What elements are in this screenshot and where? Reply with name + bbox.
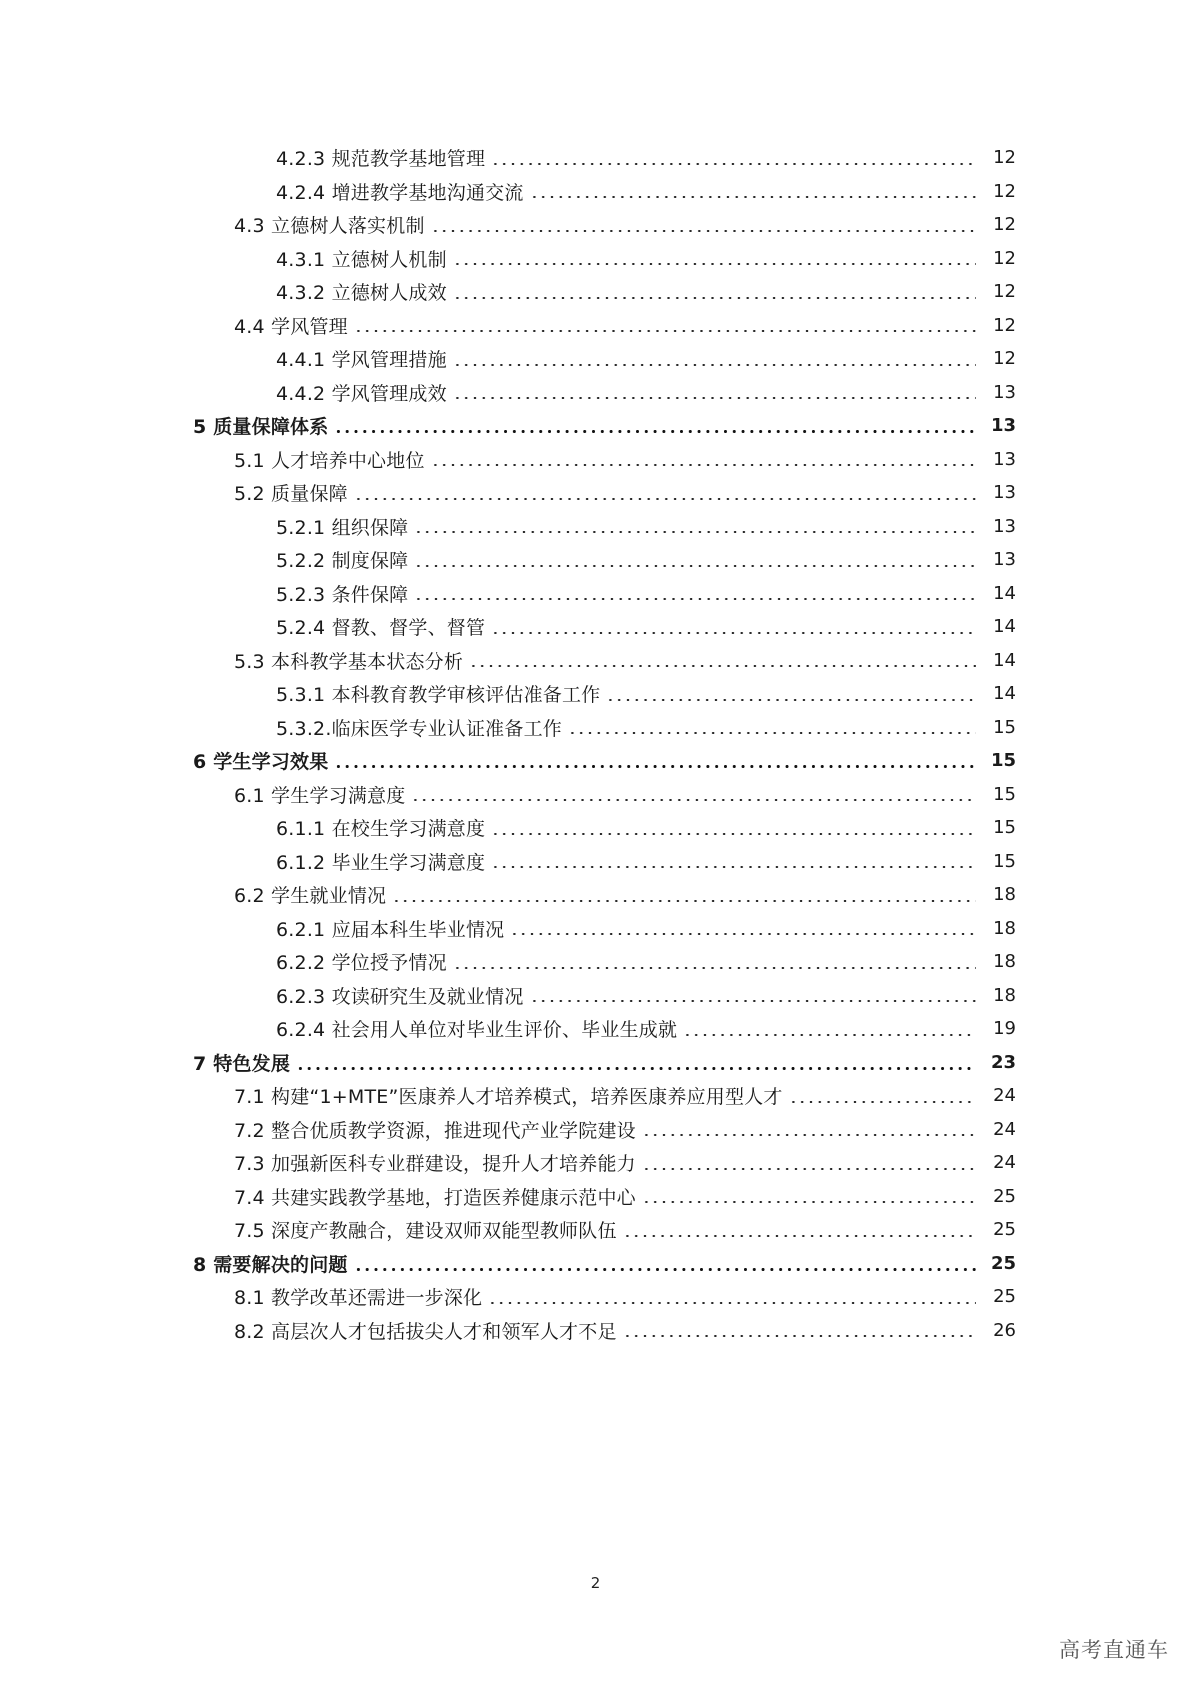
toc-entry-label: 4.3 立德树人落实机制 bbox=[234, 215, 425, 238]
toc-entry-label: 5.3 本科教学基本状态分析 bbox=[234, 650, 464, 673]
toc-entry[interactable] bbox=[0, 945, 1191, 979]
toc-entry-page-number: 13 bbox=[993, 549, 1016, 571]
toc-entry-label: 4.4.1 学风管理措施 bbox=[276, 349, 447, 372]
toc-entry[interactable] bbox=[0, 342, 1191, 376]
toc-entry-page-number: 23 bbox=[990, 1051, 1016, 1073]
toc-entry-label: 7.3 加强新医科专业群建设，提升人才培养能力 bbox=[234, 1153, 636, 1176]
toc-entry-label: 5.3.2.临床医学专业认证准备工作 bbox=[276, 717, 562, 740]
toc-entry[interactable] bbox=[0, 1180, 1191, 1214]
toc-entry-label: 6.2.1 应届本科生毕业情况 bbox=[276, 918, 505, 941]
toc-dot-leader bbox=[683, 1034, 976, 1036]
toc-entry-label: 6.2.3 攻读研究生及就业情况 bbox=[276, 985, 524, 1008]
toc-entry-page-number: 13 bbox=[990, 415, 1016, 437]
toc-dot-leader bbox=[530, 1000, 976, 1002]
toc-entry-label: 7.4 共建实践教学基地，打造医养健康示范中心 bbox=[234, 1186, 636, 1209]
toc-dot-leader bbox=[606, 699, 976, 701]
toc-entry-page-number: 15 bbox=[993, 817, 1016, 839]
toc-dot-leader bbox=[334, 430, 976, 433]
toc-dot-leader bbox=[623, 1235, 976, 1237]
toc-entry-label: 5.2.1 组织保障 bbox=[276, 516, 409, 539]
toc-entry[interactable] bbox=[0, 1113, 1191, 1147]
toc-entry-page-number: 12 bbox=[993, 281, 1016, 303]
toc-entry-label: 6.2 学生就业情况 bbox=[234, 885, 387, 908]
toc-entry-label: 7.2 整合优质教学资源，推进现代产业学院建设 bbox=[234, 1119, 636, 1142]
toc-dot-leader bbox=[414, 531, 976, 533]
toc-entry-page-number: 25 bbox=[993, 1219, 1016, 1241]
toc-entry-label: 5 质量保障体系 bbox=[193, 416, 329, 439]
toc-entry[interactable] bbox=[0, 1146, 1191, 1180]
toc-entry-label: 4.3.1 立德树人机制 bbox=[276, 248, 447, 271]
toc-entry-page-number: 24 bbox=[993, 1085, 1016, 1107]
toc-entry-label: 6.1.2 毕业生学习满意度 bbox=[276, 851, 486, 874]
toc-entry-page-number: 12 bbox=[993, 348, 1016, 370]
toc-entry-page-number: 25 bbox=[993, 1286, 1016, 1308]
toc-dot-leader bbox=[530, 196, 976, 198]
toc-entry-page-number: 19 bbox=[993, 1018, 1016, 1040]
toc-dot-leader bbox=[642, 1134, 976, 1136]
toc-dot-leader bbox=[453, 297, 976, 299]
toc-dot-leader bbox=[453, 263, 976, 265]
toc-entry-label: 5.1 人才培养中心地位 bbox=[234, 449, 425, 472]
toc-entry-page-number: 15 bbox=[993, 850, 1016, 872]
toc-entry[interactable] bbox=[0, 543, 1191, 577]
toc-entry-label: 8.1 教学改革还需进一步深化 bbox=[234, 1287, 483, 1310]
toc-dot-leader bbox=[491, 866, 976, 868]
toc-dot-leader bbox=[453, 397, 976, 399]
toc-entry-page-number: 24 bbox=[993, 1118, 1016, 1140]
toc-entry[interactable] bbox=[0, 1314, 1191, 1348]
toc-entry-label: 7 特色发展 bbox=[193, 1052, 291, 1075]
toc-entry[interactable] bbox=[0, 979, 1191, 1013]
toc-entry-label: 4.4.2 学风管理成效 bbox=[276, 382, 447, 405]
toc-entry-page-number: 13 bbox=[993, 515, 1016, 537]
toc-dot-leader bbox=[491, 833, 976, 835]
toc-entry[interactable] bbox=[0, 1280, 1191, 1314]
toc-dot-leader bbox=[491, 632, 976, 634]
toc-entry[interactable] bbox=[0, 577, 1191, 611]
toc-entry-label: 7.5 深度产教融合，建设双师双能型教师队伍 bbox=[234, 1220, 617, 1243]
toc-entry[interactable] bbox=[0, 912, 1191, 946]
toc-entry-page-number: 25 bbox=[993, 1185, 1016, 1207]
toc-entry-label: 6.2.4 社会用人单位对毕业生评价、毕业生成就 bbox=[276, 1019, 678, 1042]
toc-dot-leader bbox=[354, 330, 976, 332]
page-number: 2 bbox=[590, 1574, 601, 1592]
toc-entry-label: 6.1 学生学习满意度 bbox=[234, 784, 406, 807]
toc-entry-page-number: 14 bbox=[993, 582, 1016, 604]
toc-entry-label: 5.2.4 督教、督学、督管 bbox=[276, 617, 486, 640]
toc-entry[interactable] bbox=[0, 1012, 1191, 1046]
toc-entry[interactable] bbox=[0, 242, 1191, 276]
toc-entry-page-number: 12 bbox=[993, 147, 1016, 169]
toc-entry-label: 8.2 高层次人才包括拔尖人才和领军人才不足 bbox=[234, 1320, 617, 1343]
toc-entry-page-number: 12 bbox=[993, 214, 1016, 236]
toc-dot-leader bbox=[453, 364, 976, 366]
toc-entry[interactable] bbox=[0, 175, 1191, 209]
toc-entry-page-number: 25 bbox=[990, 1252, 1016, 1274]
toc-chapter-entry[interactable] bbox=[0, 744, 1191, 778]
toc-dot-leader bbox=[491, 163, 976, 165]
toc-dot-leader bbox=[354, 1268, 976, 1271]
toc-chapter-entry[interactable] bbox=[0, 409, 1191, 443]
toc-entry[interactable] bbox=[0, 644, 1191, 678]
toc-entry[interactable] bbox=[0, 1213, 1191, 1247]
toc-entry-label: 6.2.2 学位授予情况 bbox=[276, 952, 447, 975]
toc-dot-leader bbox=[510, 933, 976, 935]
toc-entry-label: 7.1 构建“1+MTE”医康养人才培养模式，培养医康养应用型人才 bbox=[234, 1086, 783, 1109]
toc-dot-leader bbox=[488, 1302, 976, 1304]
toc-entry-page-number: 13 bbox=[993, 482, 1016, 504]
toc-entry-page-number: 14 bbox=[993, 616, 1016, 638]
toc-dot-leader bbox=[469, 665, 976, 667]
toc-entry[interactable] bbox=[0, 711, 1191, 745]
toc-entry[interactable] bbox=[0, 476, 1191, 510]
toc-entry-page-number: 15 bbox=[993, 716, 1016, 738]
toc-entry-label: 4.2.4 增进教学基地沟通交流 bbox=[276, 181, 524, 204]
toc-entry-page-number: 26 bbox=[993, 1319, 1016, 1341]
toc-entry-label: 5.3.1 本科教育教学审核评估准备工作 bbox=[276, 684, 601, 707]
toc-dot-leader bbox=[789, 1101, 976, 1103]
toc-dot-leader bbox=[414, 598, 976, 600]
toc-entry-page-number: 24 bbox=[993, 1152, 1016, 1174]
toc-entry-page-number: 14 bbox=[993, 649, 1016, 671]
table-of-contents bbox=[0, 141, 1191, 1347]
toc-entry-page-number: 12 bbox=[993, 314, 1016, 336]
toc-entry[interactable] bbox=[0, 141, 1191, 175]
watermark-text: 高考直通车 bbox=[1059, 1638, 1169, 1662]
toc-entry-page-number: 18 bbox=[993, 984, 1016, 1006]
toc-dot-leader bbox=[411, 799, 976, 801]
toc-entry-page-number: 12 bbox=[993, 180, 1016, 202]
toc-entry-label: 6 学生学习效果 bbox=[193, 751, 329, 774]
toc-entry-page-number: 12 bbox=[993, 247, 1016, 269]
toc-entry-label: 4.2.3 规范教学基地管理 bbox=[276, 148, 486, 171]
toc-dot-leader bbox=[568, 732, 976, 734]
toc-entry[interactable] bbox=[0, 208, 1191, 242]
toc-dot-leader bbox=[296, 1067, 976, 1070]
toc-chapter-entry[interactable] bbox=[0, 1046, 1191, 1080]
toc-entry[interactable] bbox=[0, 610, 1191, 644]
toc-entry-page-number: 18 bbox=[993, 884, 1016, 906]
toc-dot-leader bbox=[414, 565, 976, 567]
toc-dot-leader bbox=[431, 230, 976, 232]
toc-entry-label: 4.3.2 立德树人成效 bbox=[276, 282, 447, 305]
toc-entry[interactable] bbox=[0, 376, 1191, 410]
toc-entry[interactable] bbox=[0, 845, 1191, 879]
toc-entry-page-number: 14 bbox=[993, 683, 1016, 705]
toc-dot-leader bbox=[431, 464, 976, 466]
toc-entry-label: 5.2 质量保障 bbox=[234, 483, 348, 506]
toc-entry-label: 5.2.3 条件保障 bbox=[276, 583, 409, 606]
toc-entry-page-number: 15 bbox=[990, 750, 1016, 772]
toc-dot-leader bbox=[354, 498, 976, 500]
toc-dot-leader bbox=[334, 765, 976, 768]
toc-entry[interactable] bbox=[0, 443, 1191, 477]
toc-entry-page-number: 18 bbox=[993, 917, 1016, 939]
toc-chapter-entry[interactable] bbox=[0, 1247, 1191, 1281]
toc-entry[interactable] bbox=[0, 811, 1191, 845]
toc-dot-leader bbox=[642, 1168, 976, 1170]
toc-entry[interactable] bbox=[0, 878, 1191, 912]
toc-entry[interactable] bbox=[0, 309, 1191, 343]
toc-entry-label: 4.4 学风管理 bbox=[234, 315, 348, 338]
toc-entry[interactable] bbox=[0, 778, 1191, 812]
toc-entry-page-number: 13 bbox=[993, 448, 1016, 470]
toc-entry-label: 6.1.1 在校生学习满意度 bbox=[276, 818, 486, 841]
toc-dot-leader bbox=[453, 967, 976, 969]
toc-entry[interactable] bbox=[0, 1079, 1191, 1113]
toc-dot-leader bbox=[392, 900, 976, 902]
toc-entry-page-number: 13 bbox=[993, 381, 1016, 403]
toc-dot-leader bbox=[642, 1201, 976, 1203]
toc-entry[interactable] bbox=[0, 510, 1191, 544]
toc-entry-page-number: 18 bbox=[993, 951, 1016, 973]
toc-dot-leader bbox=[623, 1335, 976, 1337]
toc-entry-label: 5.2.2 制度保障 bbox=[276, 550, 409, 573]
toc-entry[interactable] bbox=[0, 677, 1191, 711]
toc-entry[interactable] bbox=[0, 275, 1191, 309]
toc-entry-page-number: 15 bbox=[993, 783, 1016, 805]
toc-entry-label: 8 需要解决的问题 bbox=[193, 1253, 348, 1276]
